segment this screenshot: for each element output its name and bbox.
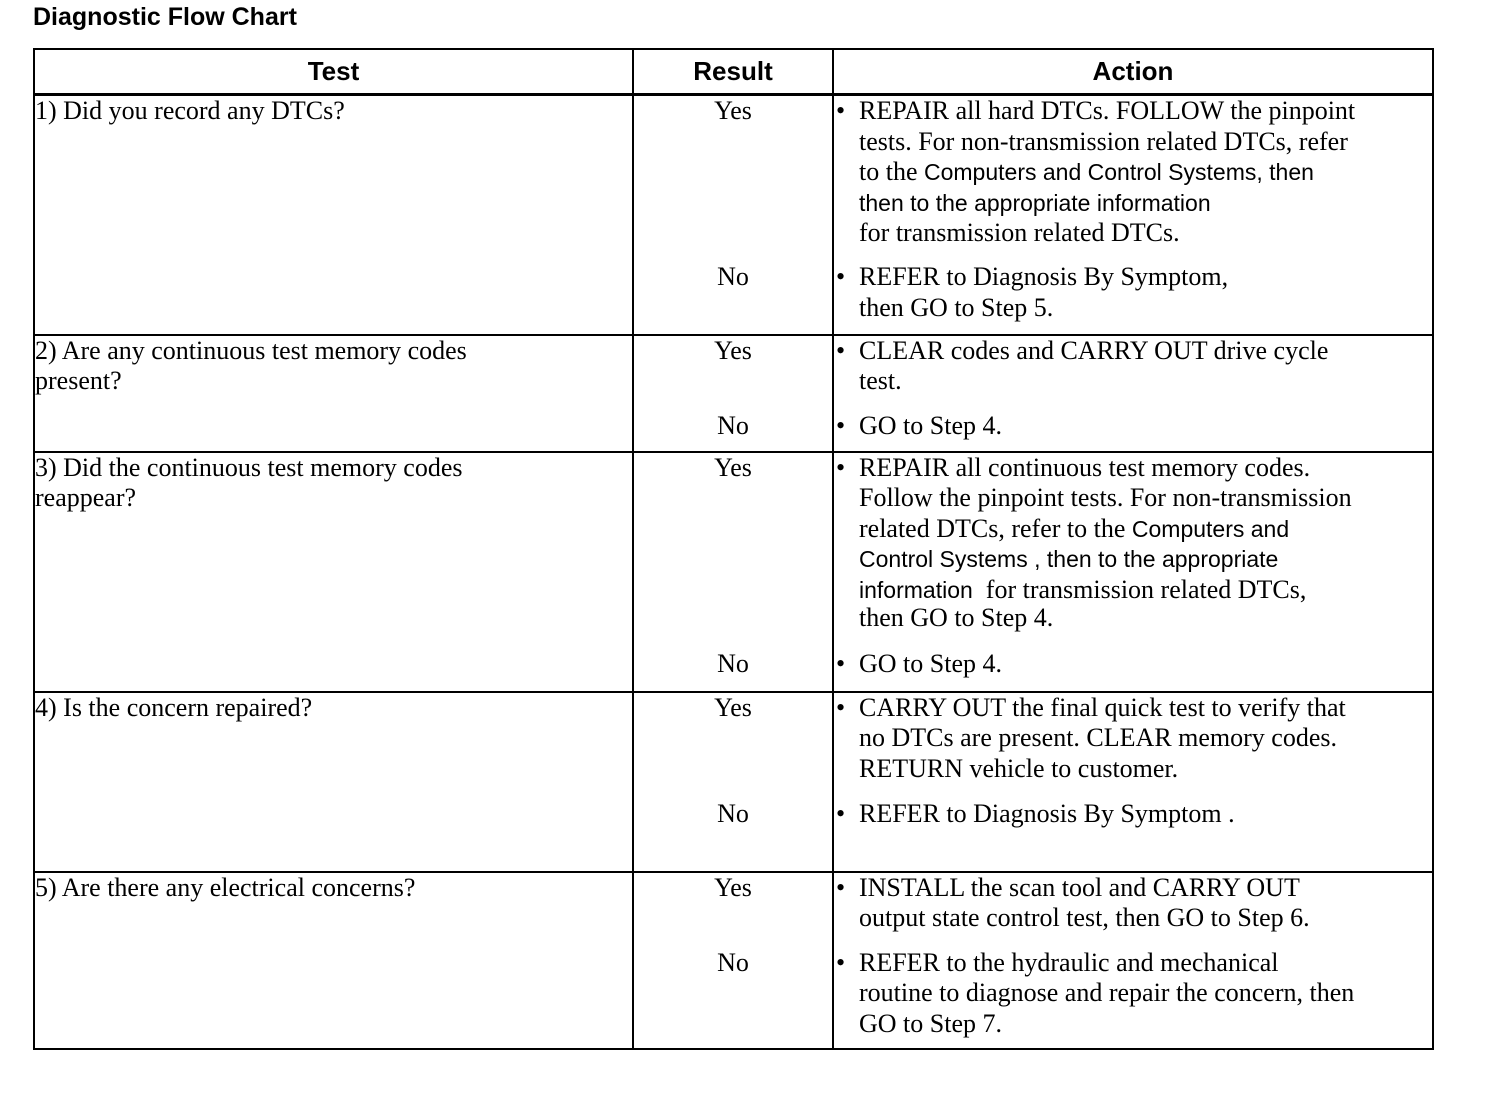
result-cell bbox=[633, 95, 833, 335]
action-line: no DTCs are present. CLEAR memory codes. bbox=[859, 723, 1338, 752]
table-row bbox=[34, 692, 1433, 872]
action-text: , then bbox=[1256, 159, 1314, 185]
link-computers-and: Computers and bbox=[1131, 515, 1290, 542]
bullet-icon: • bbox=[836, 692, 846, 722]
result-yes: Yes bbox=[714, 335, 752, 365]
test-question: 3) Did the continuous test memory codes bbox=[35, 452, 463, 482]
action-cell bbox=[833, 452, 1433, 692]
result-no: No bbox=[717, 262, 749, 291]
link-computers-control-systems: Computers and Control Systems bbox=[924, 159, 1257, 185]
result-no: No bbox=[717, 798, 749, 828]
result-cell bbox=[633, 335, 833, 452]
action-cell bbox=[833, 95, 1433, 335]
action-line: for transmission related DTCs. bbox=[859, 218, 1180, 247]
test-question: 5) Are there any electrical concerns? bbox=[35, 872, 416, 902]
action-line bbox=[859, 514, 1432, 545]
test-cell bbox=[34, 95, 633, 335]
action-line: RETURN vehicle to customer. bbox=[859, 753, 1179, 783]
action-line: Control Systems , then to the appropriate bbox=[859, 546, 1279, 572]
action-yes bbox=[834, 336, 1432, 411]
header-result: Result bbox=[633, 49, 833, 95]
action-line: GO to Step 4. bbox=[859, 648, 1002, 678]
header-row bbox=[34, 49, 1433, 95]
action-text: for transmission related DTCs, bbox=[985, 574, 1307, 604]
result-cell bbox=[633, 692, 833, 872]
action-line: GO to Step 4. bbox=[859, 410, 1002, 440]
action-line: GO to Step 7. bbox=[859, 1008, 1002, 1038]
result-yes: Yes bbox=[714, 96, 752, 125]
action-line: REPAIR all continuous test memory codes. bbox=[859, 452, 1311, 482]
action-no bbox=[834, 948, 1432, 1040]
header-test: Test bbox=[34, 49, 633, 95]
action-cell bbox=[833, 872, 1433, 1049]
page-title: Diagnostic Flow Chart bbox=[33, 3, 297, 31]
result-no: No bbox=[717, 648, 749, 678]
bullet-icon: • bbox=[836, 648, 846, 678]
action-line: routine to diagnose and repair the concern, then bbox=[859, 978, 1355, 1007]
table-row bbox=[34, 452, 1433, 692]
action-line: REPAIR all hard DTCs. FOLLOW the pinpoint bbox=[859, 96, 1356, 125]
table-row bbox=[34, 95, 1433, 335]
action-no bbox=[834, 799, 1432, 830]
test-question: reappear? bbox=[35, 483, 137, 512]
test-question: 4) Is the concern repaired? bbox=[35, 692, 313, 722]
action-line bbox=[859, 575, 1432, 606]
action-cell bbox=[833, 335, 1433, 452]
test-cell bbox=[34, 335, 633, 452]
bullet-icon: • bbox=[836, 798, 846, 828]
action-no bbox=[834, 262, 1432, 323]
test-cell bbox=[34, 692, 633, 872]
result-yes: Yes bbox=[714, 872, 752, 902]
action-yes bbox=[834, 453, 1432, 649]
header-action: Action bbox=[833, 49, 1433, 95]
test-question: 2) Are any continuous test memory codes bbox=[35, 335, 467, 365]
action-line: output state control test, then GO to Step 6. bbox=[859, 903, 1310, 932]
action-text: to the bbox=[859, 157, 918, 186]
action-line bbox=[859, 157, 1432, 188]
result-cell bbox=[633, 872, 833, 1049]
bullet-icon: • bbox=[836, 335, 846, 365]
test-question: present? bbox=[35, 366, 122, 395]
action-line: then to the appropriate information bbox=[859, 189, 1211, 216]
result-yes: Yes bbox=[714, 452, 752, 482]
result-yes: Yes bbox=[714, 692, 752, 722]
action-line: tests. For non-transmission related DTCs, refer bbox=[859, 126, 1348, 156]
action-line: REFER to Diagnosis By Symptom . bbox=[859, 798, 1235, 828]
bullet-icon: • bbox=[836, 947, 846, 977]
action-no bbox=[834, 411, 1432, 442]
action-yes bbox=[834, 873, 1432, 948]
action-yes bbox=[834, 96, 1432, 262]
test-cell bbox=[34, 452, 633, 692]
action-text: information bbox=[859, 576, 973, 603]
bullet-icon: • bbox=[836, 452, 846, 482]
action-line: then GO to Step 5. bbox=[859, 292, 1054, 322]
action-line: test. bbox=[859, 366, 902, 395]
test-cell bbox=[34, 872, 633, 1049]
bullet-icon: • bbox=[836, 96, 846, 125]
bullet-icon: • bbox=[836, 410, 846, 440]
action-line: CLEAR codes and CARRY OUT drive cycle bbox=[859, 335, 1329, 365]
action-cell bbox=[833, 692, 1433, 872]
table-row bbox=[34, 872, 1433, 1049]
action-line: CARRY OUT the final quick test to verify that bbox=[859, 692, 1346, 722]
action-line: Follow the pinpoint tests. For non-transmission bbox=[859, 483, 1352, 512]
test-question: 1) Did you record any DTCs? bbox=[35, 96, 345, 125]
table-row bbox=[34, 335, 1433, 452]
action-line: REFER to Diagnosis By Symptom, bbox=[859, 262, 1229, 291]
action-line: REFER to the hydraulic and mechanical bbox=[859, 947, 1279, 977]
action-no bbox=[834, 649, 1432, 680]
result-no: No bbox=[717, 410, 749, 440]
result-cell bbox=[633, 452, 833, 692]
action-yes bbox=[834, 693, 1432, 799]
bullet-icon: • bbox=[836, 262, 846, 291]
action-line: then GO to Step 4. bbox=[859, 603, 1054, 632]
diagnostic-table bbox=[33, 48, 1434, 1050]
action-text: related DTCs, refer to the bbox=[859, 513, 1126, 543]
result-no: No bbox=[717, 947, 749, 977]
bullet-icon: • bbox=[836, 872, 846, 902]
action-line: INSTALL the scan tool and CARRY OUT bbox=[859, 872, 1300, 902]
